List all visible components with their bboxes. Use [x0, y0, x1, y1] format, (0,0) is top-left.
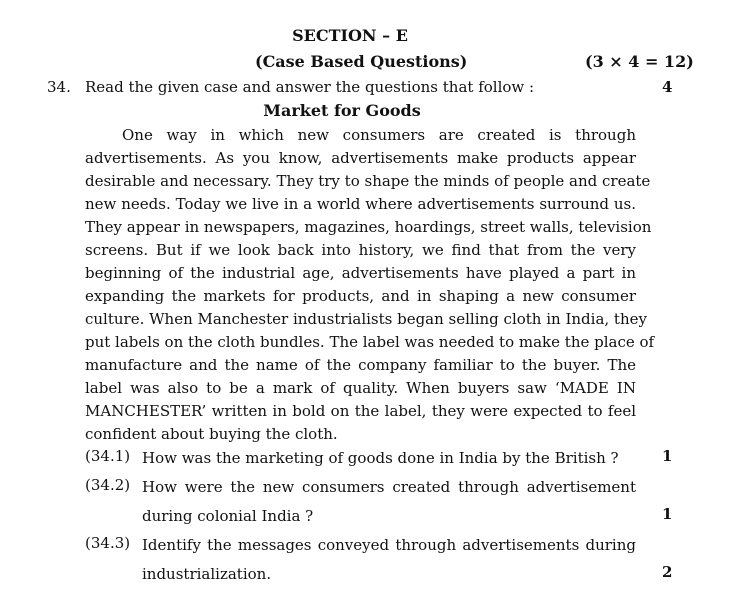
section-subtitle: (Case Based Questions) — [255, 52, 468, 71]
sub-question-number: (34.1) — [85, 447, 131, 465]
sub-question-marks: 2 — [662, 563, 673, 581]
passage-line: screens. But if we look back into history, we find that from the very — [85, 241, 636, 259]
question-number: 34. — [47, 78, 71, 96]
sub-question-text: Identify the messages conveyed through advertisements during — [142, 536, 636, 554]
passage-line: beginning of the industrial age, advertisements have played a part in — [85, 264, 636, 282]
sub-question-marks: 1 — [662, 505, 673, 523]
passage-line: MANCHESTER’ written in bold on the label, they were expected to feel — [85, 402, 636, 420]
passage-line: They appear in newspapers, magazines, hoardings, street walls, television — [85, 218, 652, 236]
case-title: Market for Goods — [263, 101, 421, 120]
passage-line: expanding the markets for products, and in shaping a new consumer — [85, 287, 636, 305]
passage-line: label was also to be a mark of quality. When buyers saw ‘MADE IN — [85, 379, 636, 397]
passage-line: new needs. Today we live in a world where advertisements surround us. — [85, 195, 636, 213]
passage-line: put labels on the cloth bundles. The label was needed to make the place of — [85, 333, 655, 351]
section-marks-total: (3 × 4 = 12) — [585, 52, 694, 71]
sub-question-number: (34.3) — [85, 534, 131, 552]
passage-line: confident about buying the cloth. — [85, 425, 338, 443]
passage-line: culture. When Manchester industrialists began selling cloth in India, they — [85, 310, 647, 328]
passage-line: desirable and necessary. They try to shape the minds of people and create — [85, 172, 651, 190]
question-marks: 4 — [662, 78, 673, 96]
section-title: SECTION – E — [292, 26, 408, 45]
sub-question-marks: 1 — [662, 447, 673, 465]
question-instruction: Read the given case and answer the questions that follow : — [85, 78, 535, 96]
sub-question-text: How were the new consumers created through advertisement — [142, 478, 636, 496]
sub-question-text: industrialization. — [142, 565, 272, 583]
passage-line: advertisements. As you know, advertisements make products appear — [85, 149, 636, 167]
case-passage — [85, 124, 655, 446]
sub-question-text: How was the marketing of goods done in India by the British ? — [142, 449, 619, 467]
sub-question-number: (34.2) — [85, 476, 131, 494]
passage-line: manufacture and the name of the company familiar to the buyer. The — [85, 356, 636, 374]
sub-question-text: during colonial India ? — [142, 507, 314, 525]
passage-line: One way in which new consumers are created is through — [122, 126, 636, 144]
